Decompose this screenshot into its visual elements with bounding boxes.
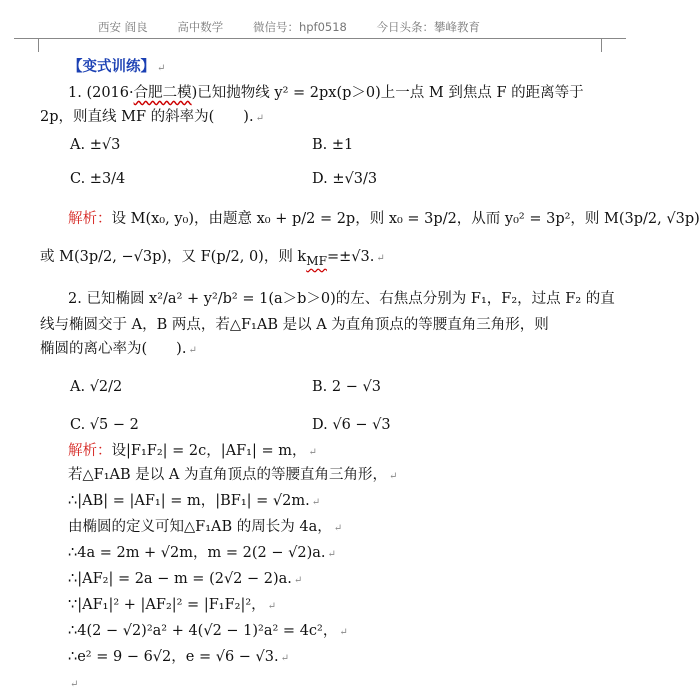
q1-solution-text-1: 设 M(x₀, y₀)，由题意 x₀ + p/2 = 2p，则 x₀ = 3p/2，从而 y₀² = 3p²，则 M(3p/2, √3p) [111,211,700,227]
q2-solution-text-8: ∴4(2 − √2)²a² + 4(√2 − 1)²a² = 4c²， [68,623,338,639]
q2-solution-line-2: 若△F₁AB 是以 A 为直角顶点的等腰直角三角形， ↵ [68,467,398,483]
q1-solution-text-2: 或 M(3p/2, −√3p)，又 F(p/2, 0)，则 k [40,249,307,265]
q2-option-a: A. √2/2 [70,379,123,395]
q2-solution-line-8: ∴4(2 − √2)²a² + 4(√2 − 1)²a² = 4c²， ↵ [68,623,348,639]
q1-solution-text-3: =±√3. [326,249,375,265]
q2-solution-text-9: ∴e² = 9 − 6√2，e = √6 − √3. [68,649,279,665]
q2-option-d: D. √6 − √3 [312,417,391,433]
q2-solution-text-1: 设|F₁F₂| = 2c，|AF₁| = m， [111,443,307,459]
q1-option-b: B. ±1 [312,137,354,153]
q2-solution-text-6: ∴|AF₂| = 2a − m = (2√2 − 2)a. [68,571,292,587]
header-author: 西安 阎良 [98,20,148,34]
q2-stem-line-2 [40,314,549,336]
header-subject: 高中数学 [177,20,224,34]
header-wechat: 微信号：hpf0518 [252,20,347,34]
q1-solution-label: 解析： [68,211,112,227]
q1-option-d: D. ±√3/3 [312,171,378,187]
q2-solution-line-1: 解析：设|F₁F₂| = 2c，|AF₁| = m， ↵ [68,443,317,459]
q1-stem-line-1 [68,82,584,104]
margin-corner-right [587,38,602,52]
q2-solution-label: 解析： [68,443,112,459]
q1-solution-subscript: MF [306,253,327,268]
q1-solution-line-1 [68,208,700,230]
q1-solution-line-2: 或 M(3p/2, −√3p)，又 F(p/2, 0)，则 $k_{MF}=\pm√3$. ↵ [40,249,385,268]
q2-stem-text-2: 线与椭圆交于 A，B 两点，若△F₁AB 是以 A 为直角顶点的等腰直角三角形，则 [40,317,549,333]
section-title: 【变式训练】 [68,58,155,75]
margin-corner-left [38,38,53,52]
q2-solution-text-4: 由椭圆的定义可知△F₁AB 的周长为 4a， [68,519,332,535]
q2-solution-line-3: ∴|AB| = |AF₁| = m，|BF₁| = √2m. ↵ [68,493,321,509]
q2-option-b: B. 2 − √3 [312,379,381,395]
q1-stem-line-2: 2p，则直线 MF 的斜率为( ). ↵ [40,109,264,125]
q2-solution-text-7: ∵|AF₁|² + |AF₂|² = |F₁F₂|²， [68,597,266,613]
q2-solution-line-7: ∵|AF₁|² + |AF₂|² = |F₁F₂|²， ↵ [68,597,277,613]
q1-option-c: C. ±3/4 [70,171,126,187]
q2-stem-text-1: 2. 已知椭圆 x²/a² + y²/b² = 1(a＞b＞0)的左、右焦点分别为 F₁，F₂，过点 F₂ 的直 [68,291,615,307]
q2-solution-line-6: ∴|AF₂| = 2a − m = (2√2 − 2)a. ↵ [68,571,303,587]
q1-number: 1. (2016· [68,85,134,101]
trailing-paragraph-mark: ↵ [70,679,79,690]
q2-stem-text-3: 椭圆的离心率为( ). [40,341,187,357]
page-header [98,19,506,35]
section-title-line: 【变式训练】 ↵ [68,58,166,75]
q2-solution-line-5: ∴4a = 2m + √2m，m = 2(2 − √2)a. ↵ [68,545,336,561]
q1-stem-text-2: 2p，则直线 MF 的斜率为( ). [40,109,254,125]
q2-stem-line-1 [68,288,615,310]
q2-solution-text-2: 若△F₁AB 是以 A 为直角顶点的等腰直角三角形， [68,467,387,483]
q2-solution-text-3: ∴|AB| = |AF₁| = m，|BF₁| = √2m. [68,493,310,509]
header-toutiao: 今日头条：攀峰教育 [376,20,481,34]
q2-stem-line-3: 椭圆的离心率为( ). ↵ [40,341,197,357]
q2-solution-text-5: ∴4a = 2m + √2m，m = 2(2 − √2)a. [68,545,326,561]
header-rule [14,38,626,39]
q1-option-a: A. ±√3 [70,137,121,153]
q2-solution-line-9: ∴e² = 9 − 6√2，e = √6 − √3. ↵ [68,649,290,665]
q1-stem-text-1: )已知抛物线 y² = 2px(p＞0)上一点 M 到焦点 F 的距离等于 [191,85,584,101]
q2-option-c: C. √5 − 2 [70,417,139,433]
q1-source: 合肥二模 [133,85,192,101]
q2-solution-line-4: 由椭圆的定义可知△F₁AB 的周长为 4a， ↵ [68,519,343,535]
